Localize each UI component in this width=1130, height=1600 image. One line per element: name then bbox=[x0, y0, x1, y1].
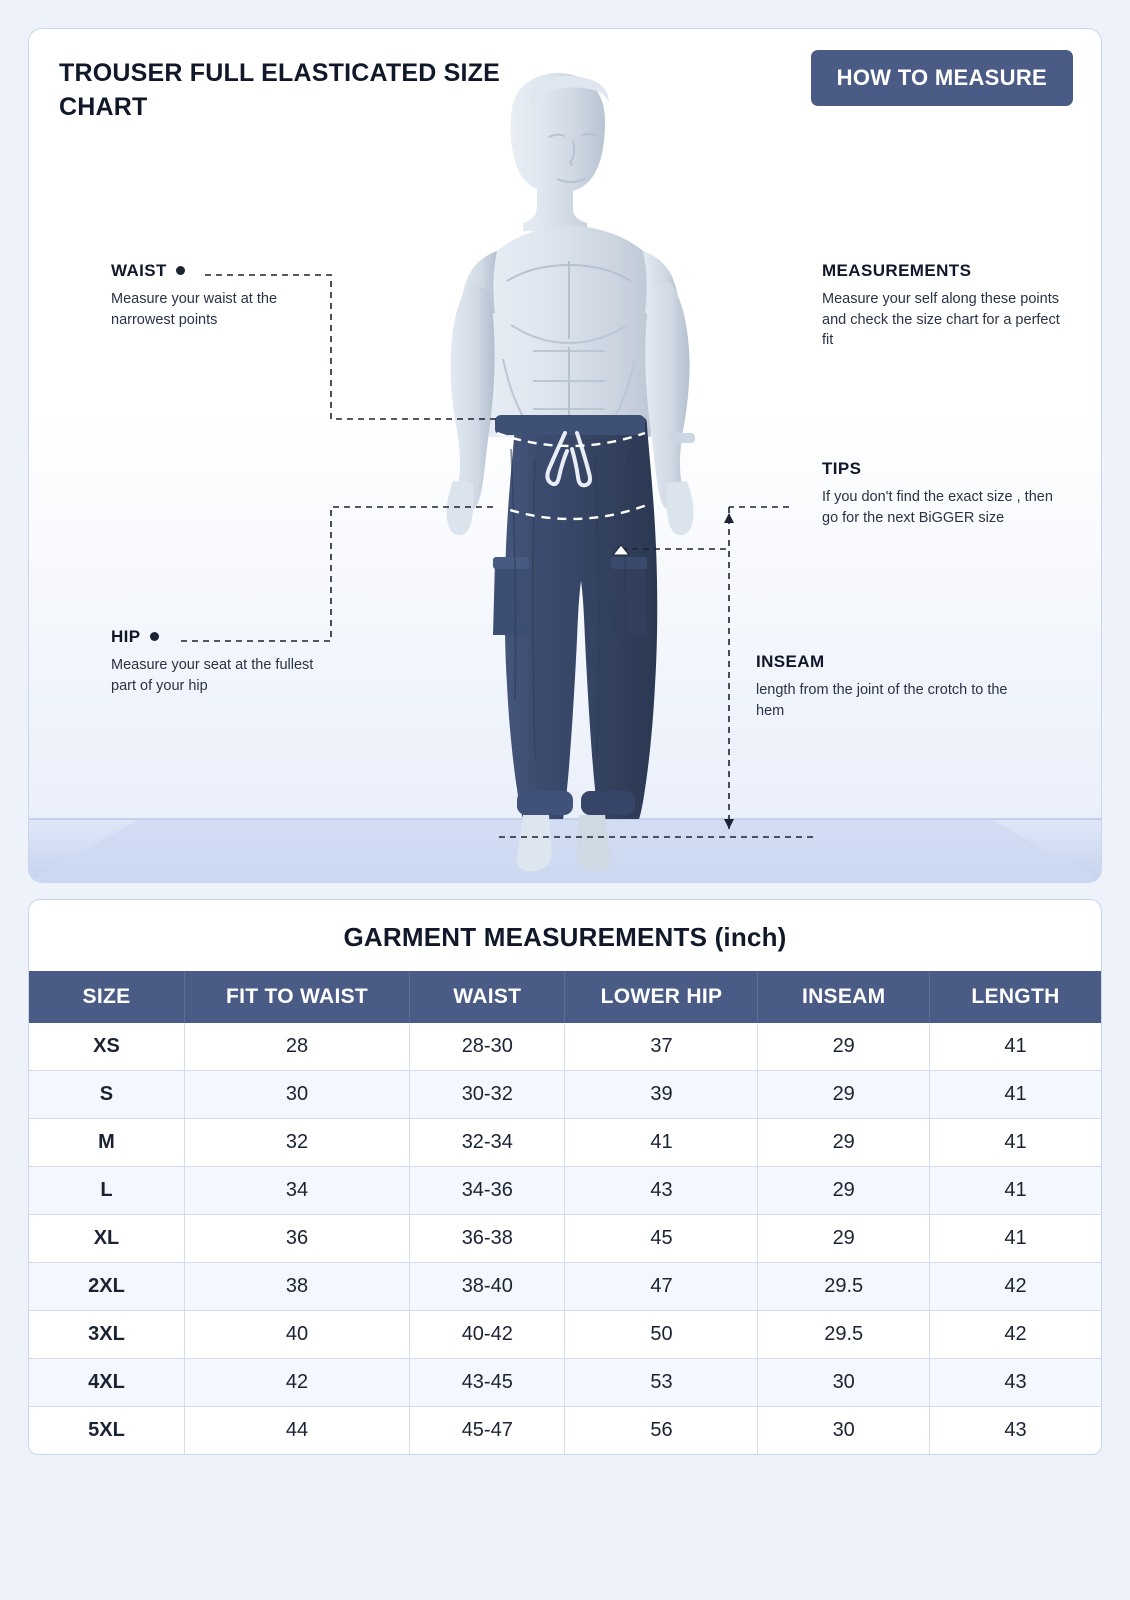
column-header-lower-hip: LOWER HIP bbox=[565, 971, 758, 1023]
measurements-table bbox=[29, 971, 1101, 1454]
cell-waist: 32-34 bbox=[410, 1119, 565, 1167]
cell-length: 43 bbox=[1004, 1419, 1027, 1441]
table-body bbox=[29, 1023, 1101, 1454]
table-row bbox=[29, 1263, 1101, 1311]
cell-size: XL bbox=[29, 1215, 184, 1263]
cell-inseam: 29 bbox=[758, 1119, 930, 1167]
annotation-waist-title bbox=[111, 261, 341, 281]
cell-inseam: 29 bbox=[758, 1071, 930, 1119]
cell-lower-hip: 45 bbox=[565, 1215, 758, 1263]
cell-waist: 43-45 bbox=[410, 1359, 565, 1407]
cell-lower-hip: 50 bbox=[565, 1311, 758, 1359]
annotation-tips bbox=[822, 459, 1067, 528]
cell-lower-hip: 41 bbox=[565, 1119, 758, 1167]
table-header bbox=[29, 971, 1101, 1023]
cell-fit-to-waist: 28 bbox=[184, 1023, 409, 1071]
annotation-hip-label: HIP bbox=[111, 627, 141, 646]
garment-measurements-card bbox=[28, 899, 1102, 1455]
cell-inseam: 29 bbox=[758, 1167, 930, 1215]
column-header-inseam: INSEAM bbox=[758, 971, 930, 1023]
annotation-inseam-text: length from the joint of the crotch to the hem bbox=[756, 682, 1008, 719]
cell-waist: 34-36 bbox=[410, 1167, 565, 1215]
cell-size: 3XL bbox=[29, 1311, 184, 1359]
table-row bbox=[29, 1119, 1101, 1167]
cell-fit-to-waist: 42 bbox=[184, 1359, 409, 1407]
cell-length: 41 bbox=[929, 1071, 1101, 1119]
cell-length: 41 bbox=[929, 1023, 1101, 1071]
cell-size: S bbox=[29, 1071, 184, 1119]
annotation-waist bbox=[111, 261, 341, 330]
cell-lower-hip: 39 bbox=[565, 1071, 758, 1119]
cell-lower-hip: 43 bbox=[565, 1167, 758, 1215]
cell-inseam: 30 bbox=[758, 1407, 930, 1455]
cell-inseam: 29.5 bbox=[758, 1263, 930, 1311]
cell-waist: 36-38 bbox=[410, 1215, 565, 1263]
annotation-hip-title bbox=[111, 627, 341, 647]
annotation-hip bbox=[111, 627, 341, 696]
cell-length: 42 bbox=[929, 1263, 1101, 1311]
cell-size: M bbox=[29, 1119, 184, 1167]
cell-fit-to-waist: 44 bbox=[184, 1407, 409, 1455]
cell-length: 41 bbox=[929, 1215, 1101, 1263]
cell-fit-to-waist: 34 bbox=[184, 1167, 409, 1215]
cell-waist: 38-40 bbox=[410, 1263, 565, 1311]
cell-lower-hip: 53 bbox=[565, 1359, 758, 1407]
cell-inseam: 29 bbox=[758, 1023, 930, 1071]
cell-size: 5XL bbox=[29, 1407, 184, 1455]
illustration-overlay bbox=[29, 29, 1101, 882]
cell-waist: 40-42 bbox=[410, 1311, 565, 1359]
annotation-waist-label: WAIST bbox=[111, 261, 167, 280]
cell-lower-hip: 56 bbox=[565, 1407, 758, 1455]
cell-fit-to-waist: 38 bbox=[184, 1263, 409, 1311]
annotation-waist-text: Measure your waist at the narrowest points bbox=[111, 291, 278, 328]
column-header-waist: WAIST bbox=[410, 971, 565, 1023]
cell-fit-to-waist: 40 bbox=[184, 1311, 409, 1359]
cell-fit-to-waist: 30 bbox=[184, 1071, 409, 1119]
cell-size: XS bbox=[29, 1023, 184, 1071]
table-row bbox=[29, 1215, 1101, 1263]
cell-waist: 45-47 bbox=[410, 1407, 565, 1455]
table-row bbox=[29, 1023, 1101, 1071]
table-row bbox=[29, 1071, 1101, 1119]
waist-point-dot bbox=[176, 266, 185, 275]
annotation-hip-text: Measure your seat at the fullest part of your hip bbox=[111, 657, 314, 694]
table-title: GARMENT MEASUREMENTS (inch) bbox=[343, 922, 787, 952]
annotation-measurements-text: Measure your self along these points and check the size chart for a perfect fit bbox=[822, 291, 1060, 349]
annotation-tips-title: TIPS bbox=[822, 459, 862, 478]
annotation-tips-text: If you don't find the exact size , then go for the next BiGGER size bbox=[822, 489, 1053, 526]
cell-inseam: 29 bbox=[758, 1215, 930, 1263]
cell-lower-hip: 47 bbox=[565, 1263, 758, 1311]
cell-fit-to-waist: 36 bbox=[184, 1215, 409, 1263]
table-row bbox=[29, 1311, 1101, 1359]
how-to-measure-badge: HOW TO MEASURE bbox=[811, 50, 1073, 106]
cell-length: 41 bbox=[929, 1167, 1101, 1215]
cell-length: 41 bbox=[929, 1119, 1101, 1167]
cell-size: 4XL bbox=[29, 1359, 184, 1407]
cell-inseam: 29.5 bbox=[758, 1311, 930, 1359]
cell-size: 2XL bbox=[29, 1263, 184, 1311]
cell-length: 43 bbox=[929, 1359, 1101, 1407]
cell-fit-to-waist: 32 bbox=[184, 1119, 409, 1167]
annotation-inseam-title: INSEAM bbox=[756, 652, 825, 671]
cell-size: L bbox=[29, 1167, 184, 1215]
cell-waist: 30-32 bbox=[410, 1071, 565, 1119]
cell-lower-hip: 37 bbox=[565, 1023, 758, 1071]
table-row bbox=[29, 1167, 1101, 1215]
annotation-measurements bbox=[822, 261, 1067, 351]
hip-point-dot bbox=[150, 632, 159, 641]
page-title: TROUSER FULL ELASTICATED SIZE CHART bbox=[59, 59, 500, 121]
annotation-inseam bbox=[756, 652, 1016, 721]
cell-inseam: 30 bbox=[758, 1359, 930, 1407]
annotation-measurements-title: MEASUREMENTS bbox=[822, 261, 972, 280]
cell-waist: 28-30 bbox=[410, 1023, 565, 1071]
table-row bbox=[29, 1359, 1101, 1407]
column-header-size: SIZE bbox=[29, 971, 184, 1023]
column-header-length: LENGTH bbox=[929, 971, 1101, 1023]
table-header-row bbox=[29, 971, 1101, 1023]
cell-length: 42 bbox=[929, 1311, 1101, 1359]
table-row bbox=[29, 1407, 1101, 1455]
column-header-fit-to-waist: FIT TO WAIST bbox=[184, 971, 409, 1023]
how-to-measure-card bbox=[28, 28, 1102, 883]
